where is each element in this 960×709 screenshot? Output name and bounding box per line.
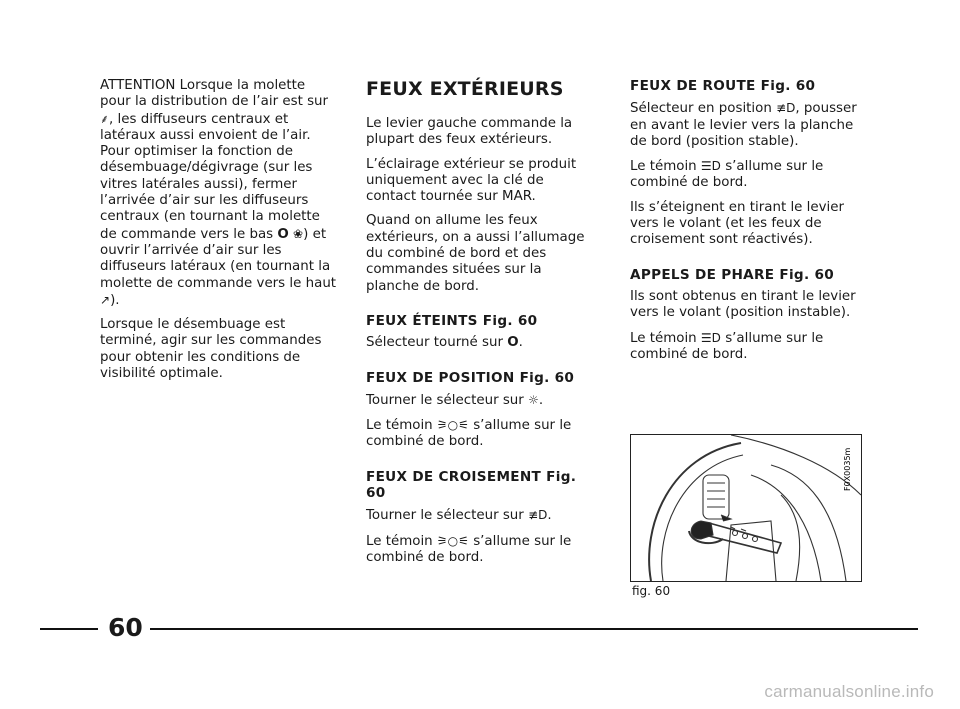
temoin-label: Le témoin (366, 533, 433, 549)
figure-60-illustration (630, 434, 862, 582)
defrost-icon: ⸙ (100, 111, 110, 126)
feux-croisement-temoin (366, 533, 598, 567)
temoin-text: s’allume sur le combiné de bord. (630, 159, 824, 191)
feux-eteints-text (366, 335, 598, 351)
watermark: carmanualsonline.info (764, 682, 934, 701)
lorsque-paragraph: Lorsque le désembuage est terminé, agir sur les commandes pour obtenir les conditions de visibilité optimale. (100, 317, 322, 382)
temoin-text: s’allume sur le combiné de bord. (366, 533, 572, 565)
feux-position-end: . (538, 392, 544, 408)
figure-code (838, 437, 856, 493)
off-icon: O (507, 335, 519, 351)
high-beam-icon: ☰D (700, 330, 721, 345)
feux-route-column (630, 78, 862, 371)
low-beam-icon: ≢D (776, 101, 796, 116)
attention-paragraph (100, 78, 340, 144)
feux-eteints-end: . (518, 335, 523, 351)
attention-text-2: , les diffuseurs centraux et latéraux aussi envoient de l’air. (100, 111, 311, 143)
feux-exterieurs-column (366, 78, 598, 574)
feux-croisement-heading: FEUX DE CROISEMENT Fig. 60 (366, 468, 577, 502)
temoin-text: s’allume sur le combiné de bord. (630, 330, 824, 362)
feux-route-heading: FEUX DE ROUTE Fig. 60 (630, 78, 816, 94)
intro-paragraph-3: Quand on allume les feux extérieurs, on a aussi l’allumage du combiné de bord et des commandes situées sur la planche de bord. (366, 213, 585, 294)
feux-route-paragraph-3: Ils s’éteignent en tirant le levier vers le volant (et les feux de croisement sont réactivés). (630, 199, 845, 248)
feux-croisement-sentence: Tourner le sélecteur sur (366, 508, 524, 524)
figure-code-text: F0X0035m (843, 447, 852, 491)
feux-route-temoin (630, 158, 862, 192)
feux-route-sentence-a: Sélecteur en position (630, 101, 772, 117)
temoin-label: Le témoin (630, 330, 697, 346)
figure-caption: fig. 60 (632, 584, 671, 598)
steering-column-drawing (631, 435, 861, 581)
attention-column (100, 78, 340, 390)
footer-rule-left (40, 628, 98, 630)
appels-phare-temoin (630, 330, 862, 364)
position-telltale-icon: ⚞○⚟ (436, 533, 469, 548)
vent-down-icon: ❀ (293, 226, 304, 241)
attention-text-4: ) et ouvrir l’arrivée d’air sur les diffuseurs latéraux (en tournant la molette de commande vers le haut (100, 226, 337, 291)
footer-rule-right (150, 628, 918, 630)
feux-route-sentence-b: , pousser en avant le levier vers la planche de bord (position stable). (630, 101, 857, 149)
intro-paragraph-1: Le levier gauche commande la plupart des feux extérieurs. (366, 116, 573, 148)
vent-up-icon: ↗ (100, 292, 111, 307)
temoin-text: s’allume sur le combiné de bord. (366, 418, 572, 450)
position-telltale-icon: ⚞○⚟ (436, 418, 469, 433)
attention-text-3: Pour optimiser la fonction de désembuage/dégivrage (sur les vitres latérales aussi), fermer l’arrivée d’air sur les diffuseurs centraux (en tournant la molette de commande vers le bas (100, 144, 320, 242)
attention-text-1: ATTENTION Lorsque la molette pour la distribution de l’air est sur (100, 78, 329, 110)
feux-position-text (366, 392, 598, 409)
off-icon: O (277, 226, 289, 242)
attention-text-5: ). (110, 292, 120, 308)
feux-croisement-text (366, 507, 598, 524)
page-number: 60 (108, 613, 143, 642)
feux-position-heading: FEUX DE POSITION Fig. 60 (366, 369, 575, 386)
feux-position-sentence: Tourner le sélecteur sur (366, 392, 524, 408)
attention-paragraph-2 (100, 144, 340, 309)
intro-paragraph-2: L’éclairage extérieur se produit uniquement avec la clé de contact tournée sur MAR. (366, 156, 577, 205)
feux-croisement-end: . (547, 508, 552, 524)
high-beam-icon: ☰D (700, 159, 721, 174)
temoin-label: Le témoin (366, 418, 433, 434)
appels-phare-heading: APPELS DE PHARE Fig. 60 (630, 266, 834, 283)
section-title: FEUX EXTÉRIEURS (366, 78, 564, 100)
low-beam-icon: ≢D (528, 508, 548, 523)
feux-eteints-sentence: Sélecteur tourné sur (366, 335, 503, 351)
appels-phare-text: Ils sont obtenus en tirant le levier vers le volant (position instable). (630, 288, 856, 321)
feux-route-text (630, 100, 862, 150)
feux-eteints-heading: FEUX ÉTEINTS Fig. 60 (366, 312, 538, 329)
feux-position-temoin (366, 417, 598, 451)
temoin-label: Le témoin (630, 159, 697, 175)
position-lights-icon: ☼ (528, 392, 539, 407)
